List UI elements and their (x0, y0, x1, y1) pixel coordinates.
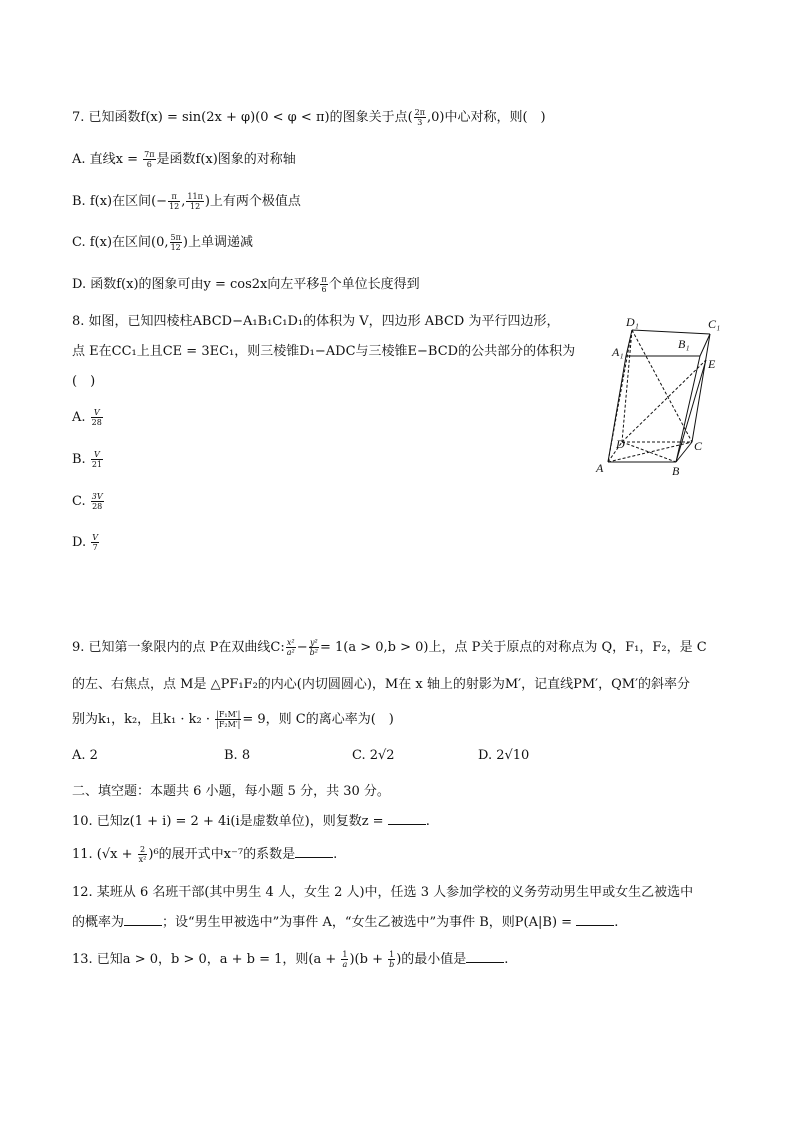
line-de (622, 360, 706, 442)
fraction: $\frac{V}{21}$ (91, 450, 103, 469)
q7-option-d: D. 函数f(x)的图象可由y = cos2x向左平移 $\frac{\pi}{6}$ 个单位长度得到 (72, 275, 420, 294)
fraction: $\frac{1}{a}$ (342, 950, 348, 969)
q7-option-c: C. f(x)在区间(0, $\frac{5\pi}{12}$ )上单调递减 (72, 233, 253, 252)
prism-figure (592, 312, 732, 482)
q9-option-a: A. 2 (72, 748, 98, 763)
q9-options (72, 746, 529, 766)
q9-option-c: C. 2√2 (352, 748, 395, 763)
q8-option-d: D. $\frac{V}{7}$ (72, 533, 99, 552)
q9-line2: 的左、右焦点，点 M是 △PF₁F₂的内心(内切圆圆心)，M在 x 轴上的射影为M′，记直线PM′，QM′的斜率分 (72, 677, 691, 692)
label-c1: C₁ (708, 317, 721, 331)
q7-stem: 7. 已知函数f(x) = sin(2x + φ)(0 < φ < π)的图象关于点( $\frac{2\pi}{3}$ ,0)中心对称，则( ) (72, 108, 546, 127)
q12-line1: 12. 某班从 6 名班干部(其中男生 4 人，女生 2 人)中，任选 3 人参加学校的义务劳动男生甲或女生乙被选中 (72, 885, 694, 900)
label-d: D (616, 437, 625, 451)
fraction: $\frac{7\pi}{6}$ (144, 150, 155, 169)
q8-option-b: B. $\frac{V}{21}$ (72, 450, 103, 469)
q7-option-b: B. f(x)在区间(− $\frac{\pi}{12}$ , $\frac{11\pi}{12}$ )上有两个极值点 (72, 192, 301, 211)
edge-d1a1 (626, 330, 632, 356)
fraction: $\frac{\pi}{6}$ (321, 275, 327, 294)
q10: 10. 已知z(1 + i) = 2 + 4i(i是虚数单位)，则复数z = . (72, 814, 430, 829)
fraction: $\frac{5\pi}{12}$ (170, 233, 181, 252)
q8-option-a: A. $\frac{V}{28}$ (72, 408, 102, 427)
q8-line2: 点 E在CC₁上且CE = 3EC₁，则三棱锥D₁−ADC与三棱锥E−BCD的公共部分的体积为 (72, 344, 576, 359)
fraction: $\frac{2}{\text{x²}}$ (138, 845, 147, 864)
answer-blank[interactable] (388, 812, 426, 825)
fraction: $\frac{2\pi}{3}$ (414, 108, 425, 127)
fraction: $\frac{V}{7}$ (92, 533, 99, 552)
q8-line3: ( ) (72, 374, 96, 389)
label-b1: B₁ (678, 337, 690, 351)
q12-line2: 的概率为 ；设“男生甲被选中”为事件 A，“女生乙被选中”为事件 B，则P(A|B) = . (72, 915, 619, 930)
fraction: $\frac{\text{|F₁M′|}}{\text{|F₂M′|}}$ (216, 710, 241, 729)
label-d1: D₁ (626, 315, 639, 329)
answer-blank[interactable] (295, 845, 333, 858)
q9-option-d: D. 2√10 (478, 748, 530, 763)
fraction: $\frac{\text{y²}}{\text{b²}}$ (309, 638, 318, 657)
q11: 11. (√x + $\frac{2}{\text{x²}}$ )⁶的展开式中x⁻⁷的系数是 . (72, 845, 338, 864)
q8-option-c: C. $\frac{3V}{28}$ (72, 492, 103, 511)
label-a: A (596, 461, 604, 475)
answer-blank[interactable] (466, 950, 504, 963)
q7-option-a: A. 直线x = $\frac{7\pi}{6}$ 是函数f(x)图象的对称轴 (72, 150, 296, 169)
edge-d1c1 (632, 330, 710, 334)
label-b: B (672, 464, 680, 478)
fraction: $\frac{V}{28}$ (91, 408, 102, 427)
q13: 13. 已知a > 0，b > 0，a + b = 1，则(a + $\frac{1}{a}$ )(b + $\frac{1}{b}$ )的最小值是 . (72, 950, 509, 969)
answer-blank[interactable] (576, 913, 614, 926)
fraction: $\frac{3V}{28}$ (91, 492, 103, 511)
edge-c1c (692, 334, 710, 442)
fraction: $\frac{11\pi}{12}$ (187, 192, 203, 211)
q9-line3: 别为k₁，k₂，且k₁ · k₂ · $\frac{\text{|F₁M′|}}{\text{|F₂M′|}}$ = 9，则 C的离心率为( ) (72, 710, 394, 729)
section-heading: 二、填空题：本题共 6 小题，每小题 5 分，共 30 分。 (72, 784, 390, 799)
label-e: E (708, 357, 716, 371)
q9-line1: 9. 已知第一象限内的点 P在双曲线C: $\frac{\text{x²}}{\text{a²}}$ − $\frac{\text{y²}}{\text{b²}}$ = 1(a > 0,b > 0)上，点 P关于原点的对称点为 Q，F₁，F₂，是 C (72, 638, 707, 657)
fraction: $\frac{1}{b}$ (389, 950, 395, 969)
answer-blank[interactable] (124, 913, 162, 926)
label-c: C (694, 439, 703, 453)
label-a1: A₁ (612, 345, 624, 359)
fraction: $\frac{\pi}{12}$ (169, 192, 180, 211)
q8-line1: 8. 如图，已知四棱柱ABCD−A₁B₁C₁D₁的体积为 V，四边形 ABCD 为平行四边形， (72, 314, 560, 329)
q9-option-b: B. 8 (224, 748, 251, 763)
fraction: $\frac{\text{x²}}{\text{a²}}$ (286, 638, 295, 657)
